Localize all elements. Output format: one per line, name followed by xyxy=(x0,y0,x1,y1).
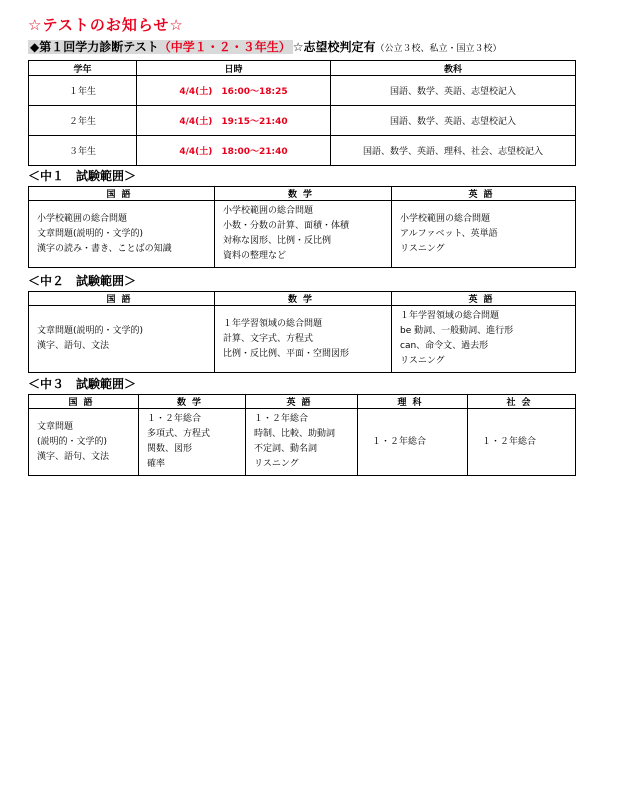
schedule-table xyxy=(28,60,576,166)
list-item: リスニング xyxy=(400,243,445,254)
grade2-header-japanese: 国語 xyxy=(29,292,215,306)
list-item: アルファベット、英単語 xyxy=(400,228,498,239)
list-item: 資料の整理など xyxy=(223,251,287,261)
subtitle-grades: （中学１・２・３年生） xyxy=(158,40,291,54)
list-item: 文章問題 xyxy=(37,421,74,432)
subtitle-judge: ☆志望校判定有 xyxy=(292,40,376,54)
list-item: 計算、文字式、方程式 xyxy=(223,333,314,344)
list-item: リスニング xyxy=(254,459,299,469)
schedule-subjects: 国語、数学、英語、志望校記入 xyxy=(331,76,576,106)
subtitle-highlight xyxy=(28,40,293,54)
list-item: 確率 xyxy=(147,459,166,469)
schedule-subjects: 国語、数学、英語、志望校記入 xyxy=(331,106,576,136)
grade3-header-social: 社会 xyxy=(468,395,576,409)
grade2-header-math: 数学 xyxy=(215,292,392,306)
table-row xyxy=(29,136,576,166)
list-item: 漢字の読み・書き、ことばの知識 xyxy=(37,243,172,254)
grade3-header-science: 理科 xyxy=(358,395,468,409)
list-item: 小学校範囲の総合問題 xyxy=(223,206,314,216)
schedule-header-grade: 学年 xyxy=(29,61,137,76)
grade2-japanese-cell xyxy=(29,306,215,373)
list-item: can、命令文、過去形 xyxy=(400,341,489,351)
list-item: 比例・反比例、平面・空間図形 xyxy=(223,348,350,359)
grade1-header-row xyxy=(29,187,576,201)
list-item: 対称な図形、比例・反比例 xyxy=(223,236,332,246)
test-subtitle xyxy=(28,38,502,55)
grade2-english-cell xyxy=(392,306,576,373)
grade1-content-row xyxy=(29,201,576,268)
grade1-header-english: 英語 xyxy=(392,187,576,201)
schedule-grade: ３年生 xyxy=(29,136,137,166)
schedule-grade: ２年生 xyxy=(29,106,137,136)
grade1-english-cell xyxy=(392,201,576,268)
grade2-content-row xyxy=(29,306,576,373)
grade3-heading: ＜中３ 試験範囲＞ xyxy=(28,377,137,391)
list-item: 多項式、方程式 xyxy=(147,429,211,439)
list-item: 時制、比較、助動詞 xyxy=(254,429,336,439)
table-row xyxy=(29,76,576,106)
page-title: ☆テストのお知らせ☆ xyxy=(28,16,184,34)
schedule-header-subjects: 教科 xyxy=(331,61,576,76)
list-item: 小数・分数の計算、面積・体積 xyxy=(223,221,350,231)
grade1-range-table xyxy=(28,186,576,268)
grade2-range-table xyxy=(28,291,576,373)
grade3-social-cell xyxy=(468,409,576,476)
list-item: １・２年総合 xyxy=(254,414,309,424)
schedule-header-datetime: 日時 xyxy=(137,61,331,76)
grade1-header-math: 数学 xyxy=(215,187,392,201)
grade2-header-row xyxy=(29,292,576,306)
list-item: 不定詞、動名詞 xyxy=(254,444,318,454)
list-item: 漢字、語句、文法 xyxy=(37,341,110,351)
grade2-heading: ＜中２ 試験範囲＞ xyxy=(28,274,137,288)
subtitle-note: （公立３校、私立・国立３校） xyxy=(375,44,502,54)
grade3-header-row xyxy=(29,395,576,409)
list-item: 関数、図形 xyxy=(147,444,193,454)
grade1-math-cell xyxy=(215,201,392,268)
schedule-datetime: 4/4(土) 19:15～21:40 xyxy=(137,106,331,136)
subtitle-prefix: ◆第１回学力診断テスト xyxy=(30,40,159,54)
schedule-header-row xyxy=(29,61,576,76)
grade3-header-math: 数学 xyxy=(139,395,246,409)
grade3-math-cell xyxy=(139,409,246,476)
grade1-heading: ＜中１ 試験範囲＞ xyxy=(28,169,137,183)
grade3-english-cell xyxy=(246,409,358,476)
list-item: １・２年総合 xyxy=(482,436,537,447)
list-item: 文章問題(説明的・文学的) xyxy=(37,228,144,239)
list-item: １・２年総合 xyxy=(372,436,427,447)
schedule-datetime: 4/4(土) 16:00～18:25 xyxy=(137,76,331,106)
schedule-datetime: 4/4(土) 18:00～21:40 xyxy=(137,136,331,166)
list-item: be 動詞、一般動詞、進行形 xyxy=(400,326,514,336)
list-item: 漢字、語句、文法 xyxy=(37,451,110,462)
list-item: 文章問題(説明的・文学的) xyxy=(37,326,144,336)
list-item: １・２年総合 xyxy=(147,414,202,424)
list-item: (説明的・文学的) xyxy=(37,436,108,447)
grade1-japanese-cell xyxy=(29,201,215,268)
list-item: 小学校範囲の総合問題 xyxy=(400,213,491,224)
schedule-grade: １年生 xyxy=(29,76,137,106)
list-item: 小学校範囲の総合問題 xyxy=(37,213,128,224)
schedule-subjects: 国語、数学、英語、理科、社会、志望校記入 xyxy=(331,136,576,166)
list-item: １年学習領域の総合問題 xyxy=(223,318,323,329)
grade2-math-cell xyxy=(215,306,392,373)
grade3-japanese-cell xyxy=(29,409,139,476)
table-row xyxy=(29,106,576,136)
grade3-header-english: 英語 xyxy=(246,395,358,409)
list-item: リスニング xyxy=(400,356,445,366)
grade3-range-table xyxy=(28,394,576,476)
grade1-header-japanese: 国語 xyxy=(29,187,215,201)
list-item: １年学習領域の総合問題 xyxy=(400,311,500,321)
grade2-header-english: 英語 xyxy=(392,292,576,306)
grade3-science-cell xyxy=(358,409,468,476)
grade3-header-japanese: 国語 xyxy=(29,395,139,409)
grade3-content-row xyxy=(29,409,576,476)
